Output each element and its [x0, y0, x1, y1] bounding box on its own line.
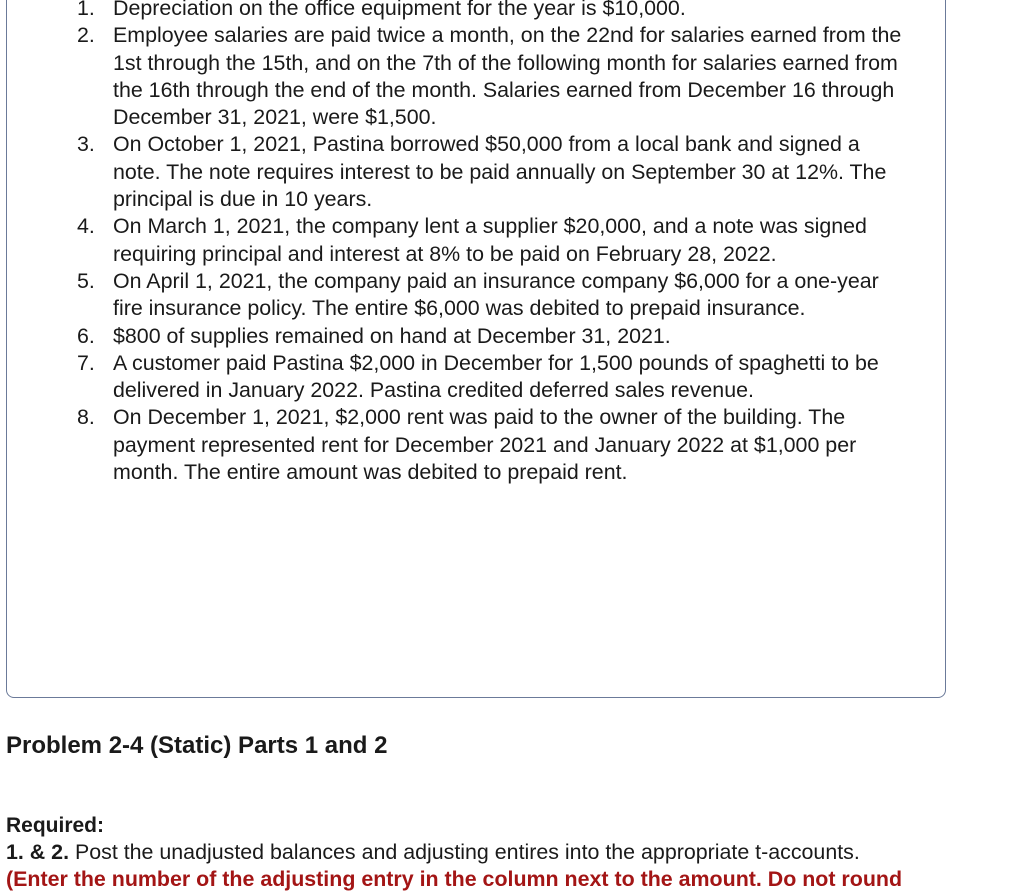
- item-text: Depreciation on the office equipment for the year is $10,000.: [113, 0, 686, 20]
- item-number: 6.: [77, 323, 95, 348]
- item-number: 7.: [77, 350, 95, 375]
- list-item: [77, 22, 907, 131]
- item-text: On April 1, 2021, the company paid an insurance company $6,000 for a one-year fire insurance policy. The entire $6,000 was debited to prepaid insurance.: [113, 268, 879, 321]
- list-item: [77, 213, 907, 268]
- item-text: $800 of supplies remained on hand at December 31, 2021.: [113, 323, 671, 348]
- item-number: 2.: [77, 23, 95, 48]
- instruction-note: (Enter the number of the adjusting entry in the column next to the amount. Do not round: [6, 867, 903, 891]
- required-heading: Required:: [6, 814, 105, 837]
- list-item: [77, 0, 907, 22]
- list-item: [77, 131, 907, 213]
- adjustment-list: [77, 0, 907, 486]
- list-item: [77, 350, 907, 405]
- item-text: Employee salaries are paid twice a month, on the 22nd for salaries earned from the 1st through the 15th, and on the 7th of the following month for salaries earned from the 16th through the end of the month. Salaries earned from December 16 through December 31, 2021, were $1,500.: [113, 23, 902, 130]
- list-item: [77, 323, 907, 350]
- item-number: 4.: [77, 214, 95, 239]
- list-item: [77, 404, 907, 486]
- required-body: Post the unadjusted balances and adjusting entires into the appropriate t-accounts.: [74, 840, 860, 864]
- item-number: 5.: [77, 268, 95, 293]
- item-text: On December 1, 2021, $2,000 rent was paid to the owner of the building. The payment represented rent for December 2021 and January 2022 at $1,000 per month. The entire amount was debited to prepaid rent.: [113, 405, 857, 485]
- item-text: A customer paid Pastina $2,000 in December for 1,500 pounds of spaghetti to be delivered in January 2022. Pastina credited deferred sales revenue.: [113, 350, 879, 403]
- item-text: On March 1, 2021, the company lent a supplier $20,000, and a note was signed requiring principal and interest at 8% to be paid on February 28, 2022.: [113, 214, 867, 266]
- required-part-label: 1. & 2.: [6, 840, 70, 864]
- item-number: 1.: [77, 0, 95, 20]
- list-item: [77, 268, 907, 323]
- required-text: [6, 839, 860, 866]
- item-number: 3.: [77, 132, 95, 157]
- problem-title: Problem 2-4 (Static) Parts 1 and 2: [6, 732, 388, 759]
- item-number: 8.: [77, 405, 95, 430]
- item-text: On October 1, 2021, Pastina borrowed $50,000 from a local bank and signed a note. The note requires interest to be paid annually on September 30 at 12%. The principal is due in 10 years.: [113, 132, 887, 212]
- adjustment-info-panel: [6, 0, 946, 698]
